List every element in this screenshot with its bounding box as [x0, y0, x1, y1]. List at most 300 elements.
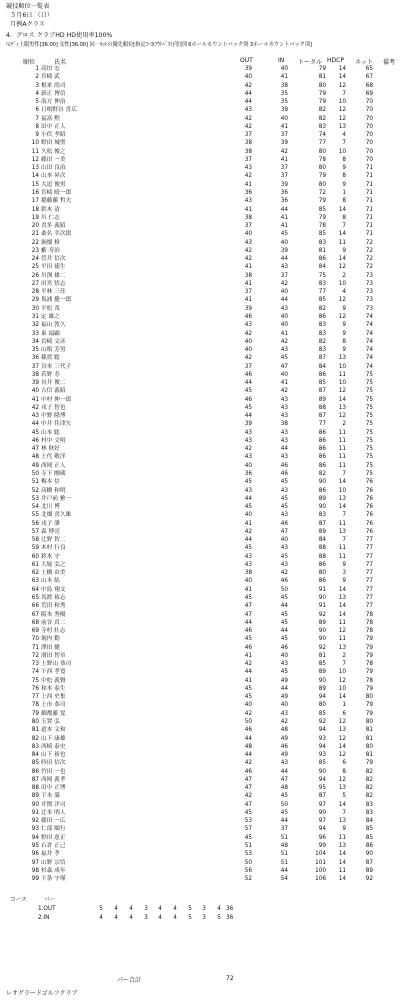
- in-score: 41: [280, 380, 288, 387]
- total-score: 87: [318, 355, 326, 362]
- hdcp: 11: [338, 429, 346, 436]
- table-row: [0, 768, 411, 776]
- in-score: 46: [280, 578, 288, 585]
- in-score: 45: [280, 669, 288, 676]
- table-row: [0, 338, 411, 346]
- player-name: 川渕 雄二: [41, 272, 66, 279]
- total-score: 104: [315, 851, 326, 858]
- hdcp: 13: [338, 495, 346, 502]
- table-row: [0, 123, 411, 131]
- player-name: 下本 満: [41, 793, 60, 800]
- out-score: 40: [244, 578, 252, 585]
- player-name: 下西 孝寛: [41, 669, 66, 676]
- player-name: 谷本 三代子: [41, 363, 72, 370]
- net-score: 70: [365, 123, 373, 130]
- table-row: [0, 693, 411, 701]
- player-name: 和本 泰生: [41, 685, 66, 692]
- total-score: 85: [318, 231, 326, 238]
- in-score: 49: [280, 752, 288, 759]
- player-name: 山下 康雄: [41, 735, 66, 742]
- out-score: 45: [244, 504, 252, 511]
- total-score: 77: [318, 421, 326, 428]
- net-score: 70: [365, 140, 373, 147]
- handicap-rules: ﾊﾝﾃﾞｨ上限男性[36.00] 女性[36.00] 同一ﾈｯﾄの優先順位[指定ｺｰｽ(ｱｳﾄﾍﾞｽﾄ)等]別 6ホールカウントバック別 3ホールカウントバック別]: [6, 42, 312, 48]
- total-score: 78: [318, 223, 326, 230]
- row-rank: 17: [31, 198, 39, 205]
- table-row: [0, 437, 411, 445]
- out-score: 42: [244, 760, 252, 767]
- total-score: 92: [318, 611, 326, 618]
- hdcp: 14: [338, 396, 346, 403]
- hdcp: 12: [338, 388, 346, 395]
- row-rank: 77: [31, 694, 39, 701]
- out-score: 43: [244, 107, 252, 114]
- total-score: 84: [318, 537, 326, 544]
- in-score: 42: [280, 718, 288, 725]
- col-in: IN: [278, 57, 285, 64]
- total-score: 99: [318, 842, 326, 849]
- table-row: [0, 536, 411, 544]
- hdcp: 9: [342, 561, 346, 568]
- in-score: 40: [280, 313, 288, 320]
- in-score: 37: [280, 132, 288, 139]
- total-score: 92: [318, 644, 326, 651]
- hole-par: 5: [188, 915, 192, 921]
- net-score: 75: [365, 388, 373, 395]
- table-row: [0, 652, 411, 660]
- in-score: 43: [280, 413, 288, 420]
- net-score: 79: [365, 669, 373, 676]
- out-score: 41: [244, 280, 252, 287]
- row-rank: 32: [31, 322, 39, 329]
- out-score: 46: [244, 727, 252, 734]
- player-name: 高垣 宏: [41, 66, 60, 72]
- player-name: 辻野 智二: [41, 537, 66, 544]
- hole-par: 4: [173, 915, 177, 921]
- net-score: 71: [365, 214, 373, 221]
- out-score: 38: [244, 214, 252, 221]
- hdcp: 14: [338, 586, 346, 593]
- player-name: 福井 孝: [41, 851, 60, 858]
- table-row: [0, 520, 411, 528]
- net-score: 76: [365, 528, 373, 535]
- net-score: 71: [365, 165, 373, 172]
- in-score: 36: [280, 198, 288, 205]
- player-name: 前谷 真二: [41, 619, 66, 626]
- in-score: 43: [280, 545, 288, 552]
- row-rank: 18: [31, 206, 39, 213]
- in-score: 45: [280, 611, 288, 618]
- net-score: 71: [365, 189, 373, 196]
- out-score: 37: [244, 156, 252, 163]
- net-score: 82: [365, 776, 373, 783]
- table-row: [0, 164, 411, 172]
- out-score: 43: [244, 239, 252, 246]
- net-score: 81: [365, 752, 373, 759]
- hdcp: 14: [338, 859, 346, 866]
- table-row: [0, 354, 411, 362]
- hdcp: 12: [338, 115, 346, 122]
- table-row: [0, 363, 411, 371]
- row-rank: 69: [31, 628, 39, 635]
- in-score: 42: [280, 148, 288, 155]
- player-name: 堀畑 修: [41, 239, 60, 246]
- player-name: 平林 三佳: [41, 289, 66, 296]
- row-rank: 67: [31, 611, 39, 618]
- net-score: 76: [365, 512, 373, 519]
- course-row: [0, 905, 411, 914]
- hdcp: 7: [342, 471, 346, 478]
- out-score: 43: [244, 429, 252, 436]
- out-score: 40: [244, 231, 252, 238]
- net-score: 85: [365, 826, 373, 833]
- event-name: 月例Aクラス: [10, 21, 45, 28]
- net-score: 78: [365, 619, 373, 626]
- net-score: 75: [365, 380, 373, 387]
- in-score: 42: [280, 338, 288, 345]
- net-score: 71: [365, 206, 373, 213]
- table-row: [0, 792, 411, 800]
- net-score: 72: [365, 256, 373, 263]
- in-score: 49: [280, 694, 288, 701]
- out-score: 40: [244, 462, 252, 469]
- out-score: 42: [244, 355, 252, 362]
- hdcp: 13: [338, 355, 346, 362]
- player-name: 藪 寿治: [41, 247, 60, 254]
- net-score: 86: [365, 842, 373, 849]
- table-row: [0, 478, 411, 486]
- hdcp: 11: [338, 636, 346, 643]
- net-score: 75: [365, 371, 373, 378]
- total-score: 80: [318, 702, 326, 709]
- hdcp: 11: [338, 619, 346, 626]
- in-score: 43: [280, 396, 288, 403]
- course-par-total: 36: [226, 906, 234, 912]
- player-name: 石倉 正己: [41, 842, 66, 849]
- in-score: 45: [280, 793, 288, 800]
- in-score: 45: [280, 809, 288, 816]
- hdcp: 13: [338, 818, 346, 825]
- hdcp: 12: [338, 718, 346, 725]
- net-score: 70: [365, 132, 373, 139]
- total-score: 80: [318, 181, 326, 188]
- row-rank: 68: [31, 619, 39, 626]
- row-rank: 7: [35, 115, 39, 122]
- table-row: [0, 825, 411, 833]
- total-score: 79: [318, 99, 326, 106]
- player-name: 日根野谷 喜広: [41, 107, 77, 114]
- in-score: 43: [280, 661, 288, 668]
- out-score: 41: [244, 586, 252, 593]
- in-score: 44: [280, 818, 288, 825]
- in-score: 48: [280, 842, 288, 849]
- table-row: [0, 569, 411, 577]
- in-score: 41: [280, 214, 288, 221]
- hole-par: 3: [144, 906, 148, 912]
- hdcp: 5: [342, 793, 346, 800]
- table-row: [0, 867, 411, 875]
- player-name: 福山 敦久: [41, 322, 66, 329]
- in-score: 43: [280, 437, 288, 444]
- table-row: [0, 834, 411, 842]
- in-score: 48: [280, 727, 288, 734]
- total-score: 84: [318, 264, 326, 271]
- table-row: [0, 726, 411, 734]
- hdcp: 7: [342, 661, 346, 668]
- total-score: 85: [318, 206, 326, 213]
- row-rank: 78: [31, 702, 39, 709]
- in-score: 45: [280, 355, 288, 362]
- hdcp: 12: [338, 628, 346, 635]
- table-row: [0, 139, 411, 147]
- row-rank: 16: [31, 189, 39, 196]
- in-score: 47: [280, 363, 288, 370]
- table-row: [0, 263, 411, 271]
- row-rank: 47: [31, 446, 39, 453]
- player-name: 杉森 成年: [41, 867, 66, 874]
- table-row: [0, 313, 411, 321]
- net-score: 77: [365, 595, 373, 601]
- out-score: 44: [244, 90, 252, 97]
- player-name: 林 秋好: [41, 446, 60, 453]
- hole-par: 5: [99, 906, 103, 912]
- table-row: [0, 635, 411, 643]
- player-name: 新正 博信: [41, 90, 66, 97]
- out-score: 43: [244, 553, 252, 560]
- hdcp: 11: [338, 371, 346, 378]
- out-score: 48: [244, 743, 252, 750]
- out-score: 44: [244, 413, 252, 420]
- hdcp: 12: [338, 677, 346, 684]
- in-score: 43: [280, 512, 288, 519]
- in-score: 51: [280, 834, 288, 841]
- net-score: 68: [365, 82, 373, 89]
- hdcp: 9: [342, 305, 346, 312]
- out-score: 45: [244, 595, 252, 601]
- net-score: 83: [365, 809, 373, 816]
- hdcp: 14: [338, 206, 346, 213]
- total-score: 82: [318, 338, 326, 345]
- table-row: [0, 594, 411, 602]
- hole-par: 4: [129, 906, 133, 912]
- row-rank: 13: [31, 165, 39, 172]
- row-rank: 14: [31, 173, 39, 180]
- course-row: [0, 914, 411, 923]
- table-row: [0, 396, 411, 404]
- hdcp: 13: [338, 785, 346, 792]
- in-score: 38: [280, 82, 288, 89]
- out-score: 47: [244, 801, 252, 808]
- row-rank: 21: [31, 231, 39, 238]
- table-row: [0, 255, 411, 263]
- hdcp: 14: [338, 479, 346, 486]
- total-score: 88: [318, 404, 326, 411]
- row-rank: 88: [31, 785, 39, 792]
- out-score: 41: [244, 297, 252, 304]
- net-score: 78: [365, 661, 373, 668]
- player-name: 寺下 剛蔵: [41, 471, 66, 478]
- total-score: 85: [318, 380, 326, 387]
- net-score: 70: [365, 148, 373, 155]
- row-rank: 91: [31, 809, 39, 816]
- hdcp: 14: [338, 801, 346, 808]
- player-name: 野田 恵正: [41, 834, 66, 841]
- total-score: 74: [318, 132, 326, 139]
- in-score: 45: [280, 636, 288, 643]
- player-name: 山下 裕也: [41, 752, 66, 759]
- hdcp: 9: [342, 826, 346, 833]
- in-score: 45: [280, 495, 288, 502]
- net-score: 72: [365, 247, 373, 254]
- out-score: 40: [244, 74, 252, 81]
- club-name: レオグラードゴルフクラブ: [6, 990, 78, 997]
- out-score: 41: [244, 264, 252, 271]
- player-name: 上西 史集: [41, 694, 66, 701]
- hdcp: 8: [342, 214, 346, 221]
- out-score: 42: [244, 710, 252, 717]
- hdcp: 8: [342, 338, 346, 345]
- net-score: 77: [365, 586, 373, 593]
- total-score: 81: [318, 247, 326, 254]
- net-score: 65: [365, 66, 373, 72]
- hdcp: 12: [338, 297, 346, 304]
- table-row: [0, 379, 411, 387]
- hdcp: 2: [342, 421, 346, 428]
- total-score: 85: [318, 710, 326, 717]
- player-name: 時田 信次: [41, 760, 66, 767]
- row-rank: 73: [31, 661, 39, 668]
- net-score: 71: [365, 198, 373, 205]
- table-row: [0, 330, 411, 338]
- course-name: 2.IN: [38, 915, 50, 921]
- row-rank: 56: [31, 520, 39, 527]
- hdcp: 14: [338, 851, 346, 858]
- hole-par: 4: [158, 906, 162, 912]
- player-name: 澤田 健: [41, 644, 60, 651]
- in-score: 42: [280, 280, 288, 287]
- row-rank: 30: [31, 305, 39, 312]
- row-rank: 51: [31, 479, 39, 486]
- net-score: 75: [365, 413, 373, 420]
- hdcp: 7: [342, 809, 346, 816]
- total-score: 96: [318, 834, 326, 841]
- row-rank: 45: [31, 429, 39, 436]
- total-score: 90: [318, 479, 326, 486]
- out-score: 52: [244, 876, 252, 883]
- row-rank: 4: [35, 90, 39, 97]
- total-score: 86: [318, 313, 326, 320]
- net-score: 79: [365, 702, 373, 709]
- row-rank: 19: [31, 214, 39, 221]
- in-score: 41: [280, 156, 288, 163]
- out-score: 50: [244, 718, 252, 725]
- net-score: 75: [365, 437, 373, 444]
- row-rank: 60: [31, 553, 39, 560]
- player-name: 久松 俊之: [41, 148, 66, 155]
- player-name: 山本 紘: [41, 578, 60, 585]
- table-row: [0, 561, 411, 569]
- player-name: 戎子 肇: [41, 520, 60, 527]
- player-name: 喜多 義昭: [41, 223, 66, 230]
- hdcp: 10: [338, 685, 346, 692]
- table-row: [0, 82, 411, 90]
- net-score: 72: [365, 239, 373, 246]
- row-rank: 39: [31, 380, 39, 387]
- net-score: 69: [365, 90, 373, 97]
- hdcp: 9: [342, 578, 346, 585]
- out-score: 37: [244, 363, 252, 370]
- in-score: 42: [280, 570, 288, 577]
- player-name: 梅本 信: [41, 479, 60, 486]
- player-name: 定 雄之: [41, 313, 60, 320]
- total-score: 79: [318, 90, 326, 97]
- in-score: 49: [280, 735, 288, 742]
- hdcp: 10: [338, 148, 346, 155]
- total-score: 77: [318, 289, 326, 296]
- in-score: 43: [280, 454, 288, 461]
- total-score: 82: [318, 107, 326, 114]
- total-score: 90: [318, 595, 326, 601]
- row-rank: 83: [31, 743, 39, 750]
- net-score: 70: [365, 107, 373, 114]
- row-rank: 43: [31, 413, 39, 420]
- col-note: 備考: [383, 59, 396, 66]
- table-row: [0, 487, 411, 495]
- net-score: 89: [365, 867, 373, 874]
- net-score: 84: [365, 818, 373, 825]
- in-score: 42: [280, 388, 288, 395]
- par-total-value: 72: [226, 975, 234, 982]
- hole-par: 3: [202, 906, 206, 912]
- row-rank: 37: [31, 363, 39, 370]
- row-rank: 8: [35, 123, 39, 130]
- row-rank: 84: [31, 752, 39, 759]
- col-rank: 順位: [23, 59, 36, 66]
- player-name: 西岡 正人: [41, 462, 66, 469]
- row-rank: 95: [31, 842, 39, 849]
- row-rank: 5: [35, 99, 39, 106]
- net-score: 82: [365, 768, 373, 775]
- col-hdcp: HDCP: [327, 57, 344, 64]
- table-row: [0, 412, 411, 420]
- hdcp: 7: [342, 537, 346, 544]
- out-score: 42: [244, 528, 252, 535]
- player-name: 小伏 孝昭: [41, 132, 66, 139]
- out-score: 39: [244, 305, 252, 312]
- row-rank: 57: [31, 528, 39, 535]
- row-rank: 75: [31, 677, 39, 684]
- player-name: 宮崎 晴一郎: [41, 189, 72, 196]
- player-name: 宮崎 武: [41, 74, 60, 81]
- total-score: 89: [318, 396, 326, 403]
- hdcp: 11: [338, 520, 346, 527]
- in-score: 37: [280, 165, 288, 172]
- player-name: 鈴木 守: [41, 553, 60, 560]
- total-score: 85: [318, 661, 326, 668]
- out-score: 45: [244, 694, 252, 701]
- player-name: 馬渡 裕志: [41, 595, 66, 601]
- net-score: 82: [365, 793, 373, 800]
- in-score: 40: [280, 239, 288, 246]
- total-score: 86: [318, 487, 326, 494]
- in-score: 43: [280, 760, 288, 767]
- total-score: 81: [318, 652, 326, 659]
- hdcp: 9: [342, 322, 346, 329]
- player-name: 戎子 智也: [41, 404, 66, 411]
- row-rank: 29: [31, 297, 39, 304]
- net-score: 90: [365, 851, 373, 858]
- row-rank: 76: [31, 685, 39, 692]
